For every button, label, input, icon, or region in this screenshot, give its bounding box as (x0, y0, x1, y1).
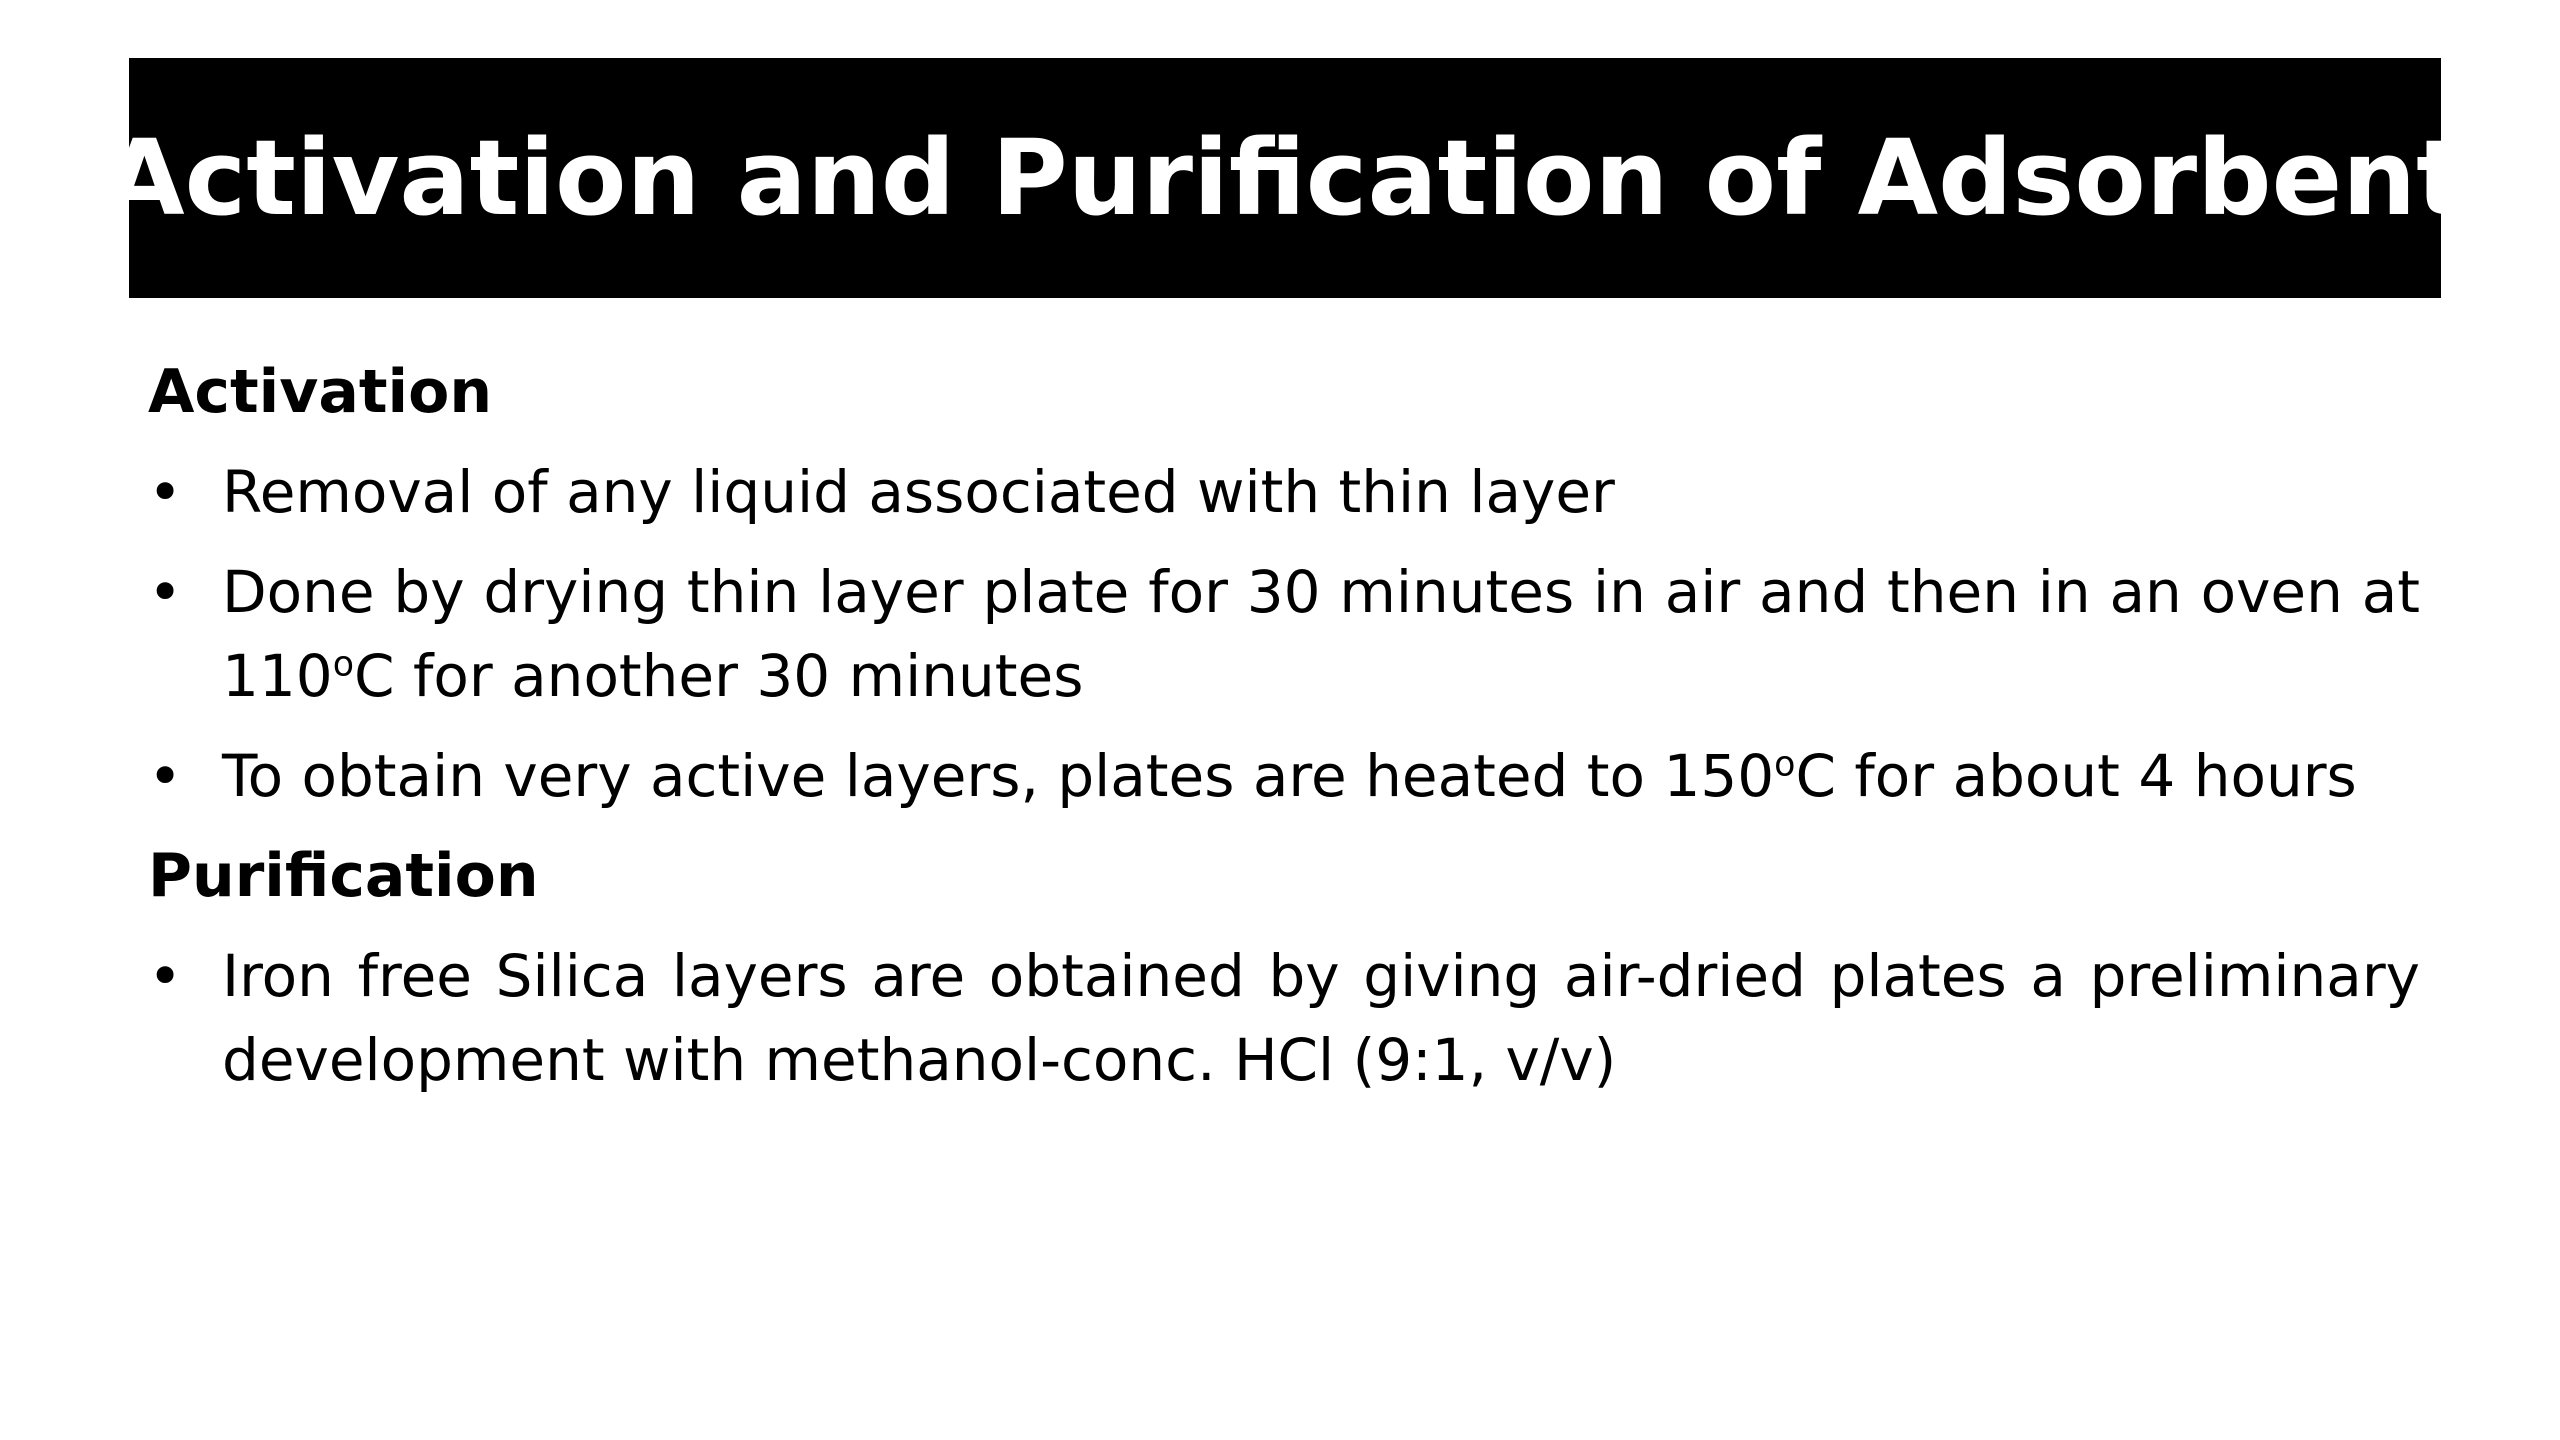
section-activation (148, 350, 2420, 818)
bullet-icon: • (148, 558, 183, 626)
bullet-text: Iron free Silica layers are obtained by giving air-dried plates a preliminary development with methanol-conc. HCl (9:1, v/v) (222, 942, 2420, 1094)
bullet-item (148, 550, 2420, 718)
bullet-item (148, 734, 2420, 818)
bullet-text: Removal of any liquid associated with thin layer (222, 458, 1615, 526)
bullet-list (148, 934, 2420, 1102)
slide-content (148, 350, 2420, 1118)
bullet-icon: • (148, 458, 183, 526)
bullet-icon: • (148, 742, 183, 810)
slide-title: Activation and Purification of Adsorbent (104, 117, 2466, 239)
section-heading: Activation (148, 357, 493, 427)
bullet-icon: • (148, 942, 183, 1010)
bullet-list (148, 450, 2420, 818)
section-heading: Purification (148, 841, 539, 911)
bullet-item (148, 934, 2420, 1102)
title-bar (104, 58, 2466, 298)
bullet-text: Done by drying thin layer plate for 30 minutes in air and then in an oven at 110$^o$C for another 30 minutes (222, 558, 2420, 710)
section-purification (148, 834, 2420, 1102)
bullet-item (148, 450, 2420, 534)
bullet-text: To obtain very active layers, plates are heated to 150$^o$C for about 4 hours (222, 742, 2357, 810)
